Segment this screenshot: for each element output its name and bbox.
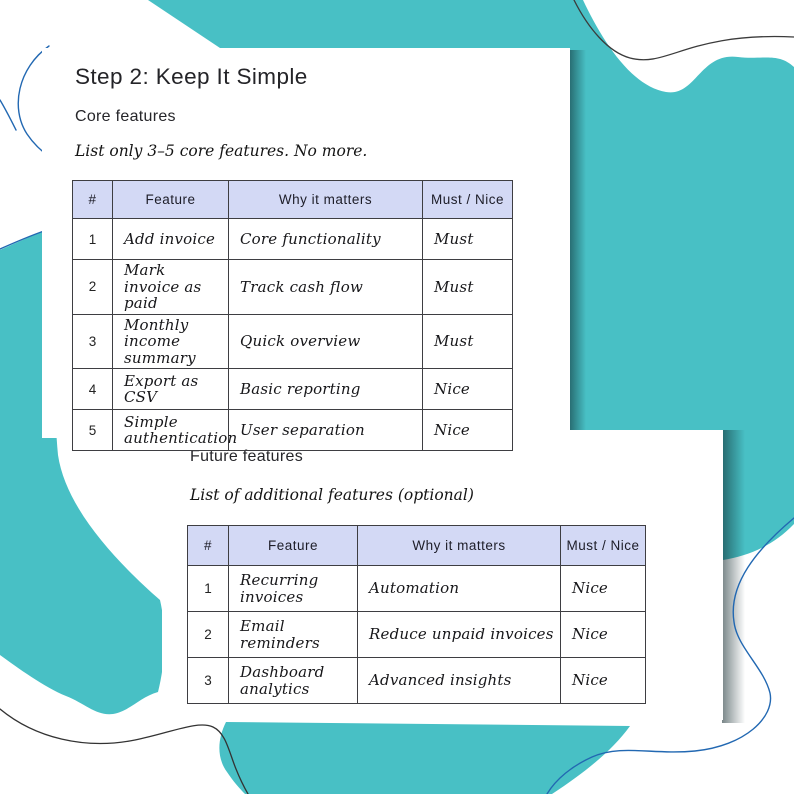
priority-cell: Must — [423, 219, 513, 260]
table-row — [73, 410, 513, 451]
row-number: 3 — [188, 658, 229, 704]
feature-cell: Add invoice — [113, 219, 229, 260]
priority-cell: Nice — [423, 369, 513, 410]
priority-cell: Nice — [561, 612, 646, 658]
core-features-card — [42, 48, 570, 447]
core-features-table — [72, 180, 513, 451]
table-row — [73, 314, 513, 369]
feature-cell: Monthly income summary — [113, 314, 229, 369]
row-number: 5 — [73, 410, 113, 451]
col-header-priority: Must / Nice — [423, 181, 513, 219]
why-cell: Track cash flow — [229, 260, 423, 315]
future-features-instruction: List of additional features (optional) — [190, 486, 474, 504]
priority-cell: Nice — [423, 410, 513, 451]
table-row — [188, 566, 646, 612]
table-header-row — [188, 526, 646, 566]
row-number: 1 — [188, 566, 229, 612]
card1-shadow — [569, 50, 586, 432]
feature-cell: Dashboard analytics — [229, 658, 358, 704]
priority-cell: Must — [423, 314, 513, 369]
curve-line-bottom-left — [0, 709, 248, 794]
page-title: Step 2: Keep It Simple — [75, 64, 308, 89]
table-row — [188, 658, 646, 704]
col-header-priority: Must / Nice — [561, 526, 646, 566]
feature-cell: Mark invoice as paid — [113, 260, 229, 315]
future-features-heading: Future features — [190, 448, 303, 465]
future-features-card — [162, 430, 723, 720]
future-features-table — [187, 525, 646, 704]
table-row — [73, 219, 513, 260]
col-header-why: Why it matters — [229, 181, 423, 219]
teal-blob-bottom — [219, 722, 630, 794]
curve-line-left-edge — [0, 100, 16, 130]
row-number: 3 — [73, 314, 113, 369]
why-cell: Advanced insights — [358, 658, 561, 704]
why-cell: Reduce unpaid invoices — [358, 612, 561, 658]
table-row — [73, 260, 513, 315]
card2-shadow — [722, 430, 745, 723]
table-row — [188, 612, 646, 658]
row-number: 4 — [73, 369, 113, 410]
col-header-feature: Feature — [113, 181, 229, 219]
feature-cell: Recurring invoices — [229, 566, 358, 612]
col-header-number: # — [188, 526, 229, 566]
row-number: 1 — [73, 219, 113, 260]
priority-cell: Nice — [561, 658, 646, 704]
row-number: 2 — [188, 612, 229, 658]
why-cell: Automation — [358, 566, 561, 612]
core-features-heading: Core features — [75, 108, 176, 125]
why-cell: Core functionality — [229, 219, 423, 260]
table-header-row — [73, 181, 513, 219]
table-row — [73, 369, 513, 410]
feature-cell: Simple authentication — [113, 410, 229, 451]
priority-cell: Must — [423, 260, 513, 315]
why-cell: Quick overview — [229, 314, 423, 369]
feature-cell: Export as CSV — [113, 369, 229, 410]
col-header-why: Why it matters — [358, 526, 561, 566]
why-cell: Basic reporting — [229, 369, 423, 410]
row-number: 2 — [73, 260, 113, 315]
core-features-instruction: List only 3–5 core features. No more. — [75, 142, 368, 160]
col-header-feature: Feature — [229, 526, 358, 566]
priority-cell: Nice — [561, 566, 646, 612]
feature-cell: Email reminders — [229, 612, 358, 658]
col-header-number: # — [73, 181, 113, 219]
why-cell: User separation — [229, 410, 423, 451]
